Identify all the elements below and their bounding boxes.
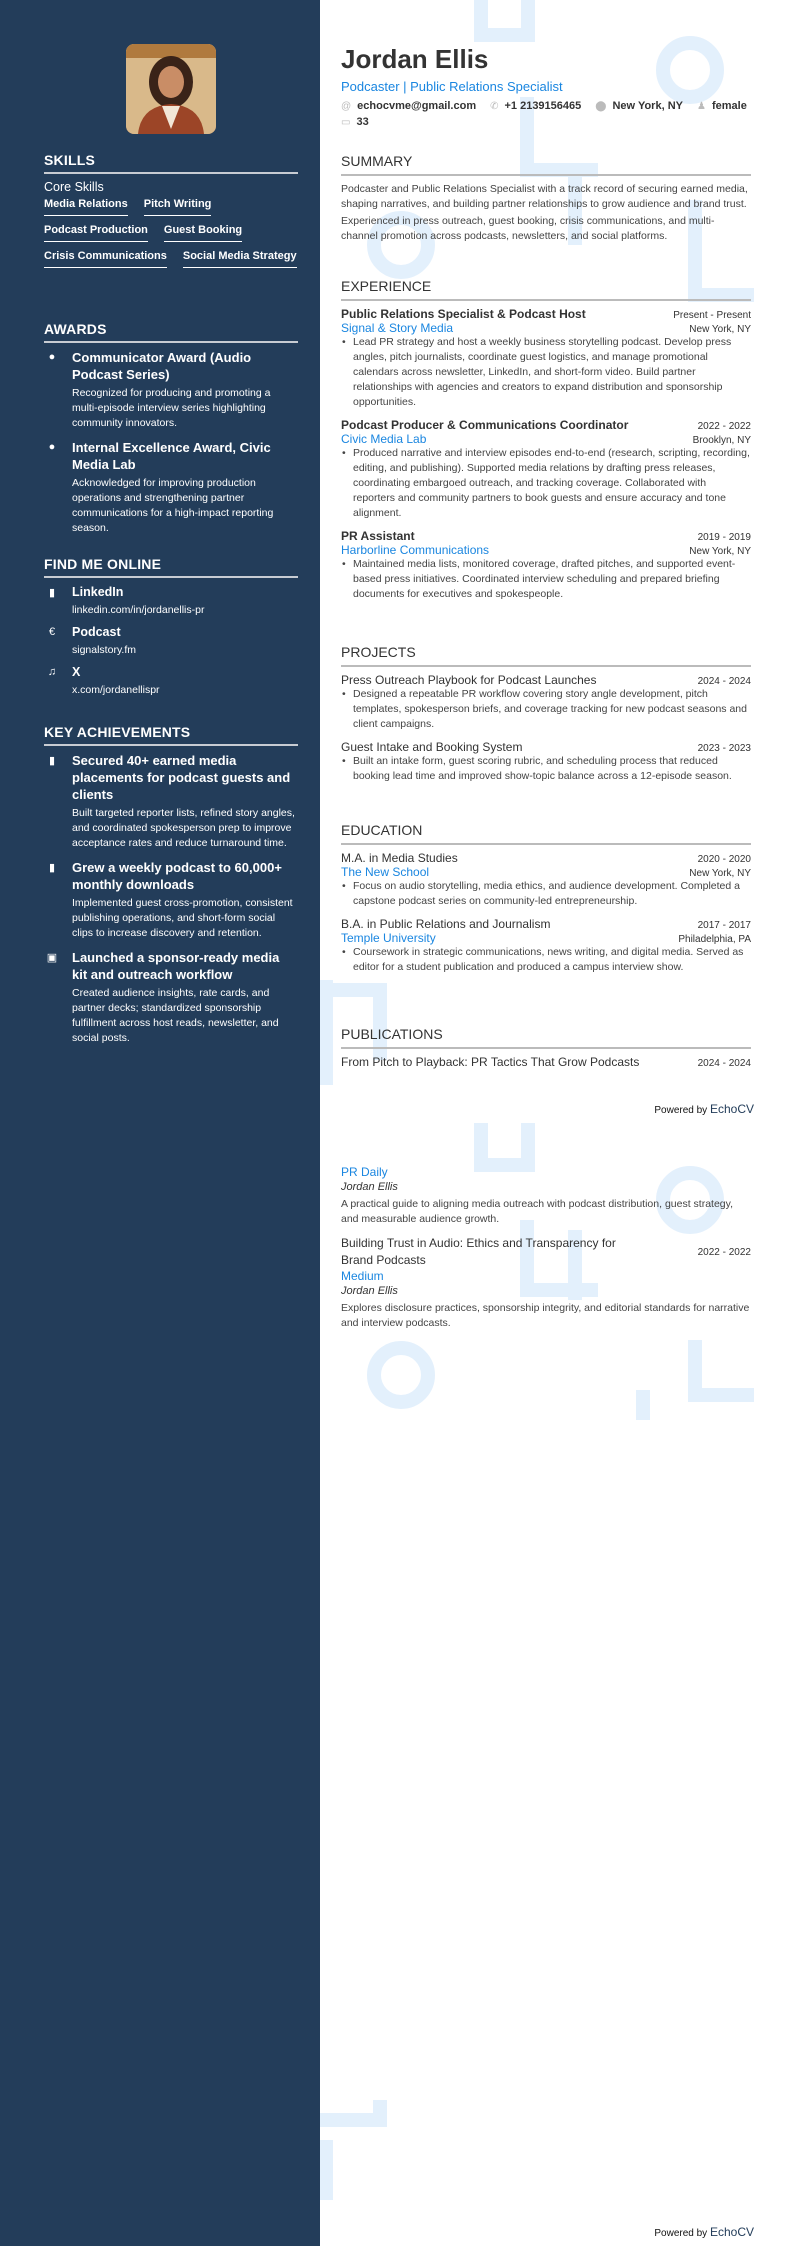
job-location: Brooklyn, NY — [692, 435, 751, 446]
job-bullet: • Maintained media lists, monitored coverage, drafted pitches, and supported event-based press initiatives. Coordinated interview scheduling and prepared briefing documents for executives and spokespeople. — [341, 557, 751, 602]
experience-section — [341, 278, 751, 610]
projects-section — [341, 644, 751, 792]
award-item — [44, 439, 298, 536]
experience-entry — [341, 418, 751, 521]
education-bullet: • Focus on audio storytelling, media ethics, and audience development. Completed a capstone podcast series on community-led entrepreneurship. — [341, 879, 751, 909]
achievement-desc: Created audience insights, rate cards, and partner decks; standardized sponsorship fulfillment across host reads, newsletter, and social posts. — [72, 987, 279, 1044]
publications-section — [341, 1026, 751, 1069]
clock-icon: ● — [48, 351, 56, 363]
profile-photo — [126, 44, 216, 134]
phone-icon: ✆ — [490, 100, 499, 112]
publisher: Medium — [341, 1269, 384, 1283]
skill-tag: Media Relations — [44, 198, 128, 216]
summary-text: Podcaster and Public Relations Specialist with a track record of securing earned media, shaping narratives, and building partner relationships to grow audience and brand trust. — [341, 183, 748, 210]
online-link[interactable] — [44, 624, 298, 656]
publication-date: 2024 - 2024 — [697, 1058, 751, 1069]
project-date: 2024 - 2024 — [697, 676, 751, 687]
phone[interactable]: +1 2139156465 — [504, 100, 582, 112]
award-item — [44, 349, 298, 431]
candidate-name: Jordan Ellis — [341, 44, 489, 74]
project-entry — [341, 740, 751, 784]
publication-desc: Explores disclosure practices, sponsorship integrity, and editorial standards for narrative and interview podcasts. — [341, 1302, 750, 1329]
job-title: Podcast Producer & Communications Coordinator — [341, 418, 629, 432]
age: 33 — [356, 116, 369, 128]
file-chart-icon: ▮ — [48, 862, 56, 874]
calendar-icon: ▭ — [341, 116, 351, 128]
school: Temple University — [341, 931, 436, 945]
skill-tag: Social Media Strategy — [183, 250, 297, 268]
at-icon: @ — [341, 100, 352, 112]
project-bullet: • Designed a repeatable PR workflow covering story angle development, pitch templates, spokesperson briefs, and coverage tracking for new podcast seasons and client campaigns. — [341, 687, 751, 732]
school: The New School — [341, 865, 430, 879]
publication-desc: A practical guide to aligning media outreach with podcast distribution, guest strategy, and measurable audience growth. — [341, 1198, 734, 1225]
education-entry — [341, 851, 751, 909]
degree: M.A. in Media Studies — [341, 851, 458, 865]
header — [341, 44, 751, 128]
link-url[interactable]: x.com/jordanellispr — [72, 684, 160, 696]
section-heading: PUBLICATIONS — [341, 1026, 751, 1049]
publications-continued — [341, 1165, 751, 1339]
degree: B.A. in Public Relations and Journalism — [341, 917, 551, 931]
skill-tag: Podcast Production — [44, 224, 148, 242]
award-desc: Recognized for producing and promoting a multi-episode interview series highlighting community innovators. — [72, 387, 271, 429]
online-section — [44, 556, 298, 704]
person-icon: ♟ — [696, 100, 706, 112]
education-entry — [341, 917, 751, 975]
email[interactable]: echocvme@gmail.com — [357, 100, 477, 112]
project-date: 2023 - 2023 — [697, 743, 751, 754]
job-location: New York, NY — [689, 324, 751, 335]
section-heading: EXPERIENCE — [341, 278, 751, 301]
summary-section — [341, 153, 751, 244]
section-heading: PROJECTS — [341, 644, 751, 667]
achievement-title: Launched a sponsor-ready media kit and outreach workflow — [72, 950, 280, 982]
section-heading: SUMMARY — [341, 153, 751, 176]
achievement-item — [44, 752, 298, 851]
contact-info — [341, 100, 761, 128]
award-title: Communicator Award (Audio Podcast Series) — [72, 350, 252, 382]
skill-tag: Pitch Writing — [144, 198, 212, 216]
education-section — [341, 822, 751, 983]
file-icon: ▮ — [48, 587, 56, 599]
publication-title: Building Trust in Audio: Ethics and Transparency for Brand Podcasts — [341, 1236, 616, 1267]
location-pin-icon: ⬤ — [595, 100, 607, 112]
bell-icon: ♫ — [47, 666, 57, 678]
education-date: 2020 - 2020 — [697, 854, 751, 865]
achievement-item — [44, 859, 298, 941]
achievement-title: Secured 40+ earned media placements for podcast guests and clients — [72, 753, 291, 802]
link-label: X — [72, 665, 81, 679]
powered-by — [654, 1102, 754, 1116]
award-title: Internal Excellence Award, Civic Media Lab — [72, 440, 271, 472]
publisher: PR Daily — [341, 1165, 388, 1179]
skill-tag: Guest Booking — [164, 224, 242, 242]
link-url[interactable]: signalstory.fm — [72, 644, 136, 656]
school-location: Philadelphia, PA — [678, 934, 751, 945]
education-bullet: • Coursework in strategic communications, news writing, and digital media. Served as editor for a student publication and produced a campus interview show. — [341, 945, 751, 975]
job-title: Public Relations Specialist & Podcast Host — [341, 307, 586, 321]
company: Signal & Story Media — [341, 321, 454, 335]
job-bullet: • Produced narrative and interview episodes end-to-end (research, scripting, recording, editing, and publishing). Supported media relations by drafting press releases, coordinating embargoed outreach, and tracking coverage. Collaborated with reporters and community partners to book guests and ensure accuracy and tone alignment. — [341, 446, 751, 521]
job-bullet: • Lead PR strategy and host a weekly business storytelling podcast. Develop press angles, pitch journalists, coordinate guest logistics, and manage promotional calendars across newsletter, LinkedIn, and short-form video. Build partner relationships with agencies and creators to expand distribution and sponsorship opportunities. — [341, 335, 751, 410]
section-heading: KEY ACHIEVEMENTS — [44, 724, 298, 746]
chip-icon: ▣ — [46, 952, 58, 964]
job-date: 2022 - 2022 — [697, 421, 751, 432]
section-heading: SKILLS — [44, 152, 298, 174]
online-link[interactable] — [44, 584, 298, 616]
gender: female — [711, 100, 747, 112]
experience-entry — [341, 529, 751, 602]
achievements-section — [44, 724, 298, 1054]
location: New York, NY — [612, 100, 683, 112]
job-location: New York, NY — [689, 546, 751, 557]
section-heading: EDUCATION — [341, 822, 751, 845]
author: Jordan Ellis — [341, 1181, 398, 1193]
project-entry — [341, 673, 751, 732]
powered-by — [654, 2225, 754, 2239]
link-url[interactable]: linkedin.com/in/jordanellis-pr — [72, 604, 205, 616]
achievement-title: Grew a weekly podcast to 60,000+ monthly downloads — [72, 860, 282, 892]
summary-text: Experienced in press outreach, guest booking, crisis communications, and multi-channel promotion across podcasts, newsletters, and social platforms. — [341, 215, 715, 242]
project-title: Guest Intake and Booking System — [341, 740, 523, 754]
link-label: LinkedIn — [72, 585, 124, 599]
achievement-item — [44, 949, 298, 1046]
award-desc: Acknowledged for improving production operations and strengthening partner communications for a high-impact reporting season. — [72, 477, 274, 534]
school-location: New York, NY — [689, 868, 751, 879]
company: Civic Media Lab — [341, 432, 427, 446]
company: Harborline Communications — [341, 543, 490, 557]
achievement-desc: Built targeted reporter lists, refined story angles, and coordinated spokesperson prep to improve acceptance rates and reduce turnaround time. — [72, 807, 295, 849]
publication-entry — [341, 1235, 751, 1331]
skills-section — [44, 152, 298, 276]
link-label: Podcast — [72, 625, 121, 639]
file-icon: ▮ — [48, 755, 56, 767]
clock-icon: ● — [48, 441, 56, 453]
powered-label: Powered by — [654, 2228, 708, 2239]
brand-logo[interactable]: EchoCV — [709, 1102, 754, 1116]
job-date: Present - Present — [673, 310, 751, 321]
section-heading: AWARDS — [44, 321, 298, 343]
awards-section — [44, 321, 298, 544]
skill-tag: Crisis Communications — [44, 250, 167, 268]
project-bullet: • Built an intake form, guest scoring rubric, and scheduling process that reduced booking lead time and improved show-topic balance across a 12-episode season. — [341, 754, 751, 784]
online-link[interactable] — [44, 664, 298, 696]
job-date: 2019 - 2019 — [697, 532, 751, 543]
skill-category: Core Skills — [44, 180, 104, 194]
powered-label: Powered by — [654, 1105, 708, 1116]
job-title: PR Assistant — [341, 529, 415, 543]
publication-title: From Pitch to Playback: PR Tactics That Grow Podcasts — [341, 1055, 640, 1069]
publication-entry — [341, 1165, 751, 1227]
euro-icon: € — [48, 626, 56, 638]
publication-date: 2022 - 2022 — [697, 1246, 751, 1258]
project-title: Press Outreach Playbook for Podcast Launches — [341, 673, 597, 687]
author: Jordan Ellis — [341, 1285, 398, 1297]
education-date: 2017 - 2017 — [697, 920, 751, 931]
achievement-desc: Implemented guest cross-promotion, consistent publishing operations, and short-form social clips to increase discovery and retention. — [72, 897, 293, 939]
section-heading: FIND ME ONLINE — [44, 556, 298, 578]
candidate-title: Podcaster | Public Relations Specialist — [341, 79, 563, 94]
brand-logo[interactable]: EchoCV — [709, 2225, 754, 2239]
experience-entry — [341, 307, 751, 410]
